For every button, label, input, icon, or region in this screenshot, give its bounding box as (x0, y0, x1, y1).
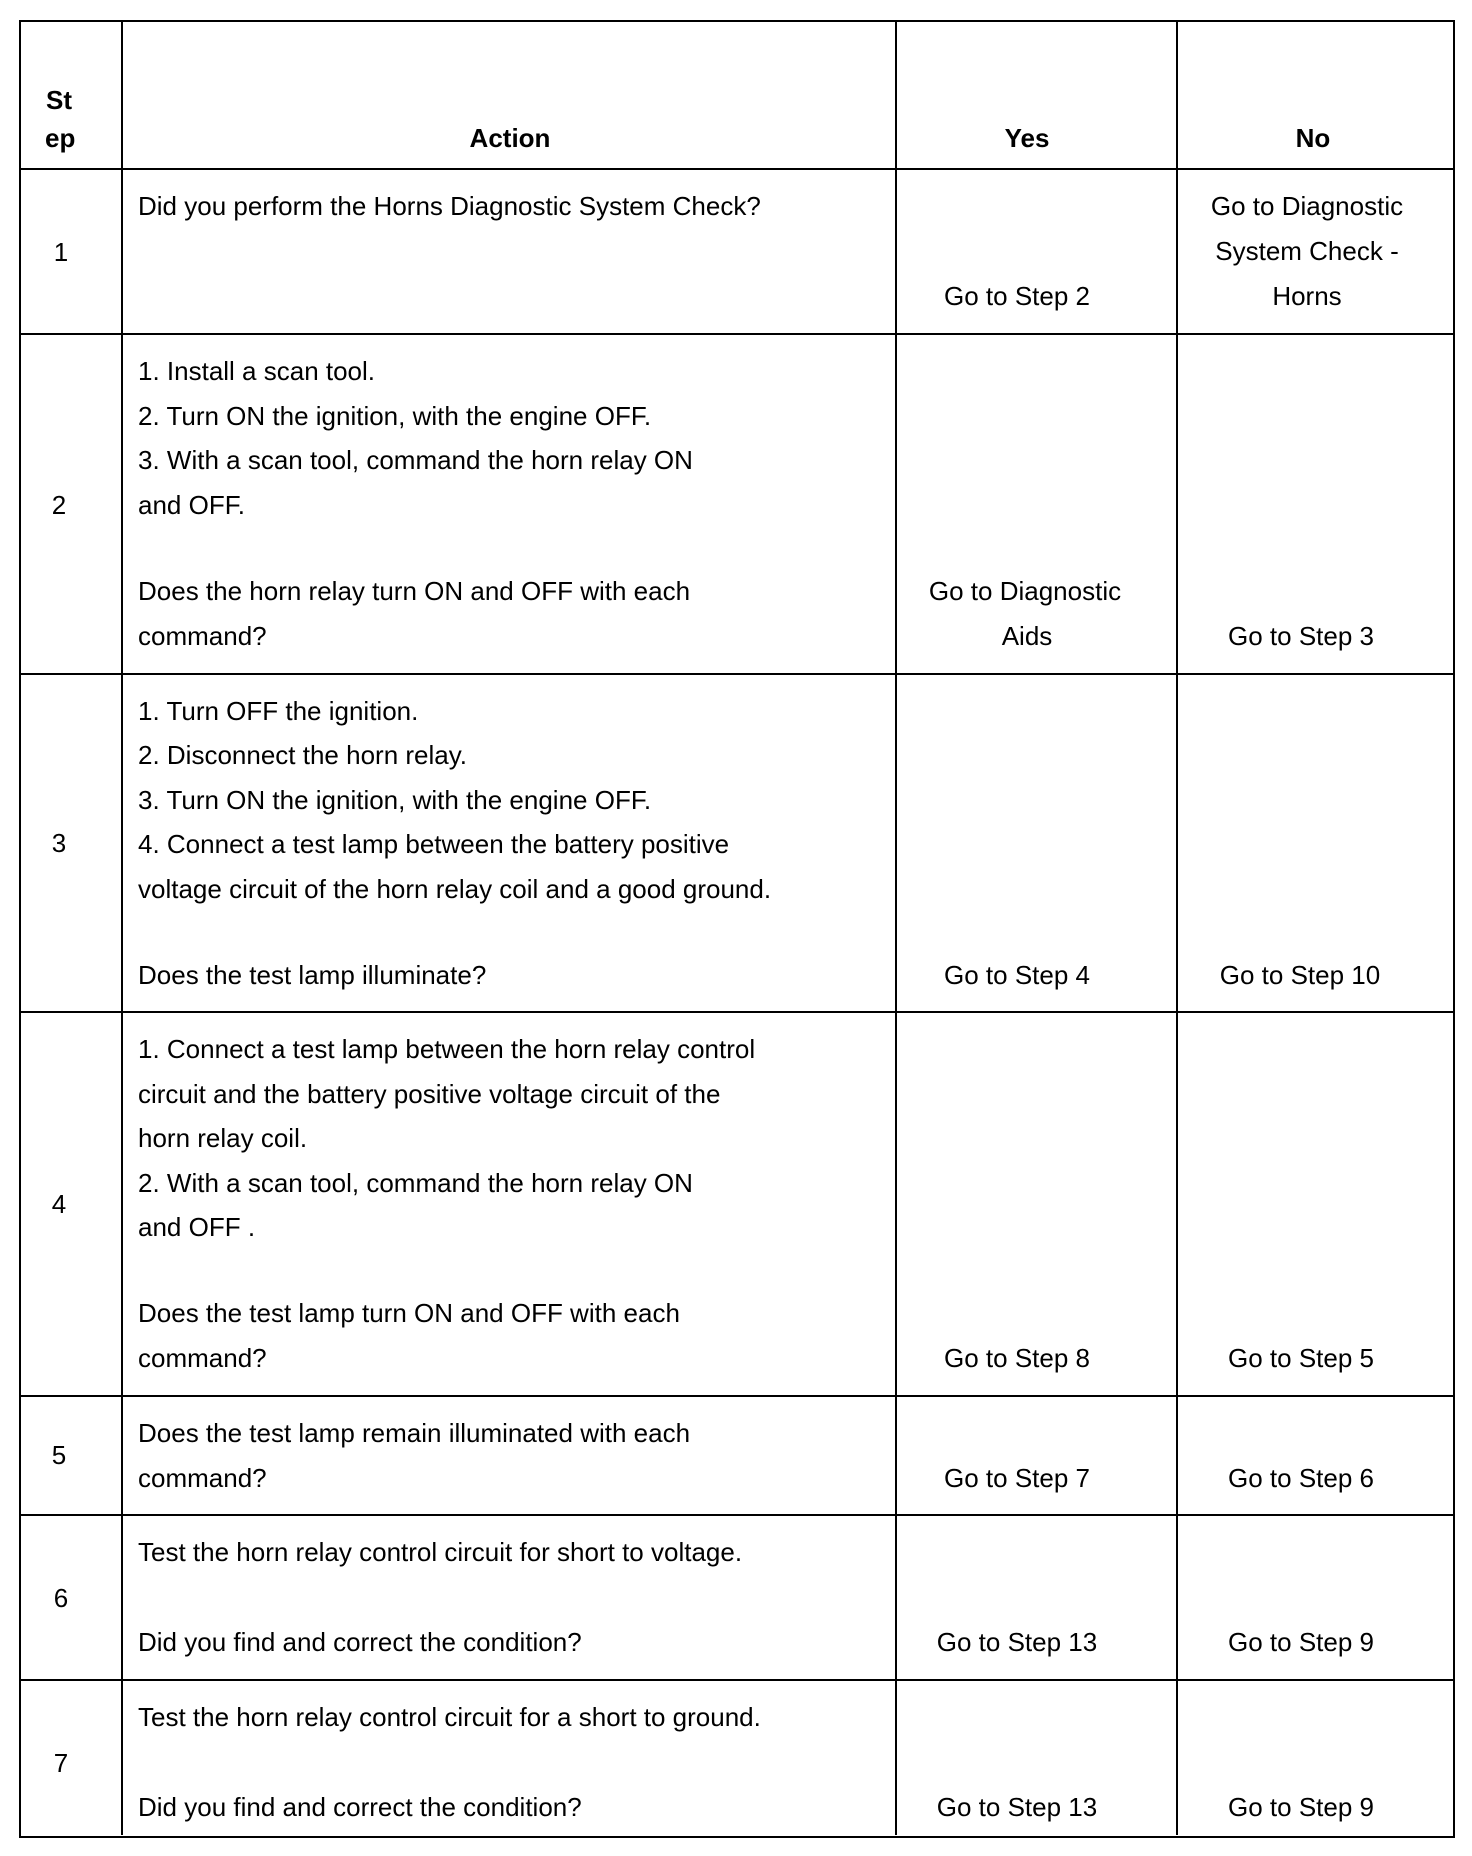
no-cell (1178, 335, 1453, 673)
no-cell (1178, 1013, 1453, 1395)
step-cell (21, 1013, 123, 1395)
no-link[interactable]: System Check - (1215, 236, 1399, 266)
action-line: 2. Disconnect the horn relay. (138, 740, 468, 770)
action-cell (123, 1397, 897, 1514)
action-line: Does the test lamp illuminate? (138, 960, 487, 990)
table-row (21, 675, 1453, 1013)
header-row (21, 22, 1453, 170)
action-line: and OFF. (138, 490, 245, 520)
no-link[interactable]: Go to Step 5 (1228, 1343, 1374, 1373)
step-cell (21, 335, 123, 673)
yes-cell (897, 675, 1178, 1011)
table-row (21, 170, 1453, 335)
action-cell (123, 675, 897, 1011)
no-cell (1178, 1681, 1453, 1835)
action-line: 1. Turn OFF the ignition. (138, 696, 419, 726)
step-number: 7 (53, 1748, 69, 1778)
action-line: 4. Connect a test lamp between the battery positive (138, 829, 730, 859)
yes-link[interactable]: Go to Step 2 (944, 281, 1090, 311)
action-line: horn relay coil. (138, 1123, 308, 1153)
step-number: 5 (51, 1440, 67, 1470)
no-link[interactable]: Go to Diagnostic (1210, 191, 1404, 221)
yes-link[interactable]: Go to Step 13 (936, 1792, 1098, 1822)
header-step-line1: St (46, 85, 72, 115)
action-line: Does the test lamp turn ON and OFF with each (138, 1298, 680, 1328)
yes-link[interactable]: Go to Step 7 (944, 1463, 1090, 1493)
action-line: Does the test lamp remain illuminated with each (138, 1418, 691, 1448)
action-line: Did you perform the Horns Diagnostic System Check? (138, 191, 761, 221)
action-line: circuit and the battery positive voltage circuit of the (138, 1079, 721, 1109)
no-link[interactable]: Horns (1272, 281, 1342, 311)
action-cell (123, 335, 897, 673)
action-line: Did you find and correct the condition? (138, 1792, 582, 1822)
table-row (21, 1397, 1453, 1516)
action-line: Does the horn relay turn ON and OFF with each (138, 576, 691, 606)
yes-cell (897, 1516, 1178, 1679)
yes-cell (897, 1013, 1178, 1395)
action-line: command? (138, 1463, 267, 1493)
step-cell (21, 1681, 123, 1835)
yes-cell (897, 335, 1178, 673)
header-yes: Yes (1004, 123, 1050, 153)
action-line: 1. Connect a test lamp between the horn relay control (138, 1034, 756, 1064)
step-number: 2 (51, 490, 67, 520)
diagnostic-table (19, 20, 1455, 1838)
action-line: command? (138, 1343, 267, 1373)
yes-link[interactable]: Go to Step 13 (936, 1627, 1098, 1657)
step-cell (21, 170, 123, 333)
step-cell (21, 1516, 123, 1679)
action-line: 3. With a scan tool, command the horn relay ON (138, 445, 693, 475)
no-link[interactable]: Go to Step 3 (1228, 621, 1374, 651)
action-line: 2. Turn ON the ignition, with the engine OFF. (138, 401, 652, 431)
yes-link[interactable]: Go to Step 8 (944, 1343, 1090, 1373)
step-number: 4 (51, 1189, 67, 1219)
table-row (21, 335, 1453, 675)
table-row (21, 1013, 1453, 1397)
yes-cell (897, 170, 1178, 333)
no-cell (1178, 675, 1453, 1011)
action-line: 2. With a scan tool, command the horn relay ON (138, 1168, 693, 1198)
no-cell (1178, 1516, 1453, 1679)
no-cell (1178, 170, 1453, 333)
action-line: command? (138, 621, 267, 651)
no-link[interactable]: Go to Step 10 (1219, 960, 1381, 990)
yes-cell (897, 1681, 1178, 1835)
step-number: 6 (53, 1583, 69, 1613)
header-action-cell (123, 22, 897, 168)
action-line: 1. Install a scan tool. (138, 356, 376, 386)
header-step-line2: ep (45, 123, 76, 153)
action-cell (123, 1013, 897, 1395)
header-action: Action (469, 123, 551, 153)
action-cell (123, 1516, 897, 1679)
action-line: and OFF . (138, 1212, 256, 1242)
yes-link[interactable]: Aids (1001, 621, 1053, 651)
no-link[interactable]: Go to Step 9 (1228, 1627, 1374, 1657)
step-number: 3 (51, 828, 67, 858)
header-no-cell (1178, 22, 1453, 168)
step-cell (21, 1397, 123, 1514)
header-yes-cell (897, 22, 1178, 168)
header-no: No (1295, 123, 1331, 153)
action-line: Test the horn relay control circuit for short to voltage. (138, 1537, 743, 1567)
step-number: 1 (53, 237, 69, 267)
yes-cell (897, 1397, 1178, 1514)
no-link[interactable]: Go to Step 9 (1228, 1792, 1374, 1822)
action-line: voltage circuit of the horn relay coil and a good ground. (138, 874, 772, 904)
yes-link[interactable]: Go to Step 4 (944, 960, 1090, 990)
action-line: Test the horn relay control circuit for a short to ground. (138, 1702, 761, 1732)
table-row (21, 1681, 1453, 1835)
table-row (21, 1516, 1453, 1681)
action-line: Did you find and correct the condition? (138, 1627, 582, 1657)
yes-link[interactable]: Go to Diagnostic (928, 576, 1122, 606)
no-cell (1178, 1397, 1453, 1514)
step-cell (21, 675, 123, 1011)
action-cell (123, 170, 897, 333)
no-link[interactable]: Go to Step 6 (1228, 1463, 1374, 1493)
action-line: 3. Turn ON the ignition, with the engine OFF. (138, 785, 652, 815)
action-cell (123, 1681, 897, 1835)
header-step-cell (21, 22, 123, 168)
